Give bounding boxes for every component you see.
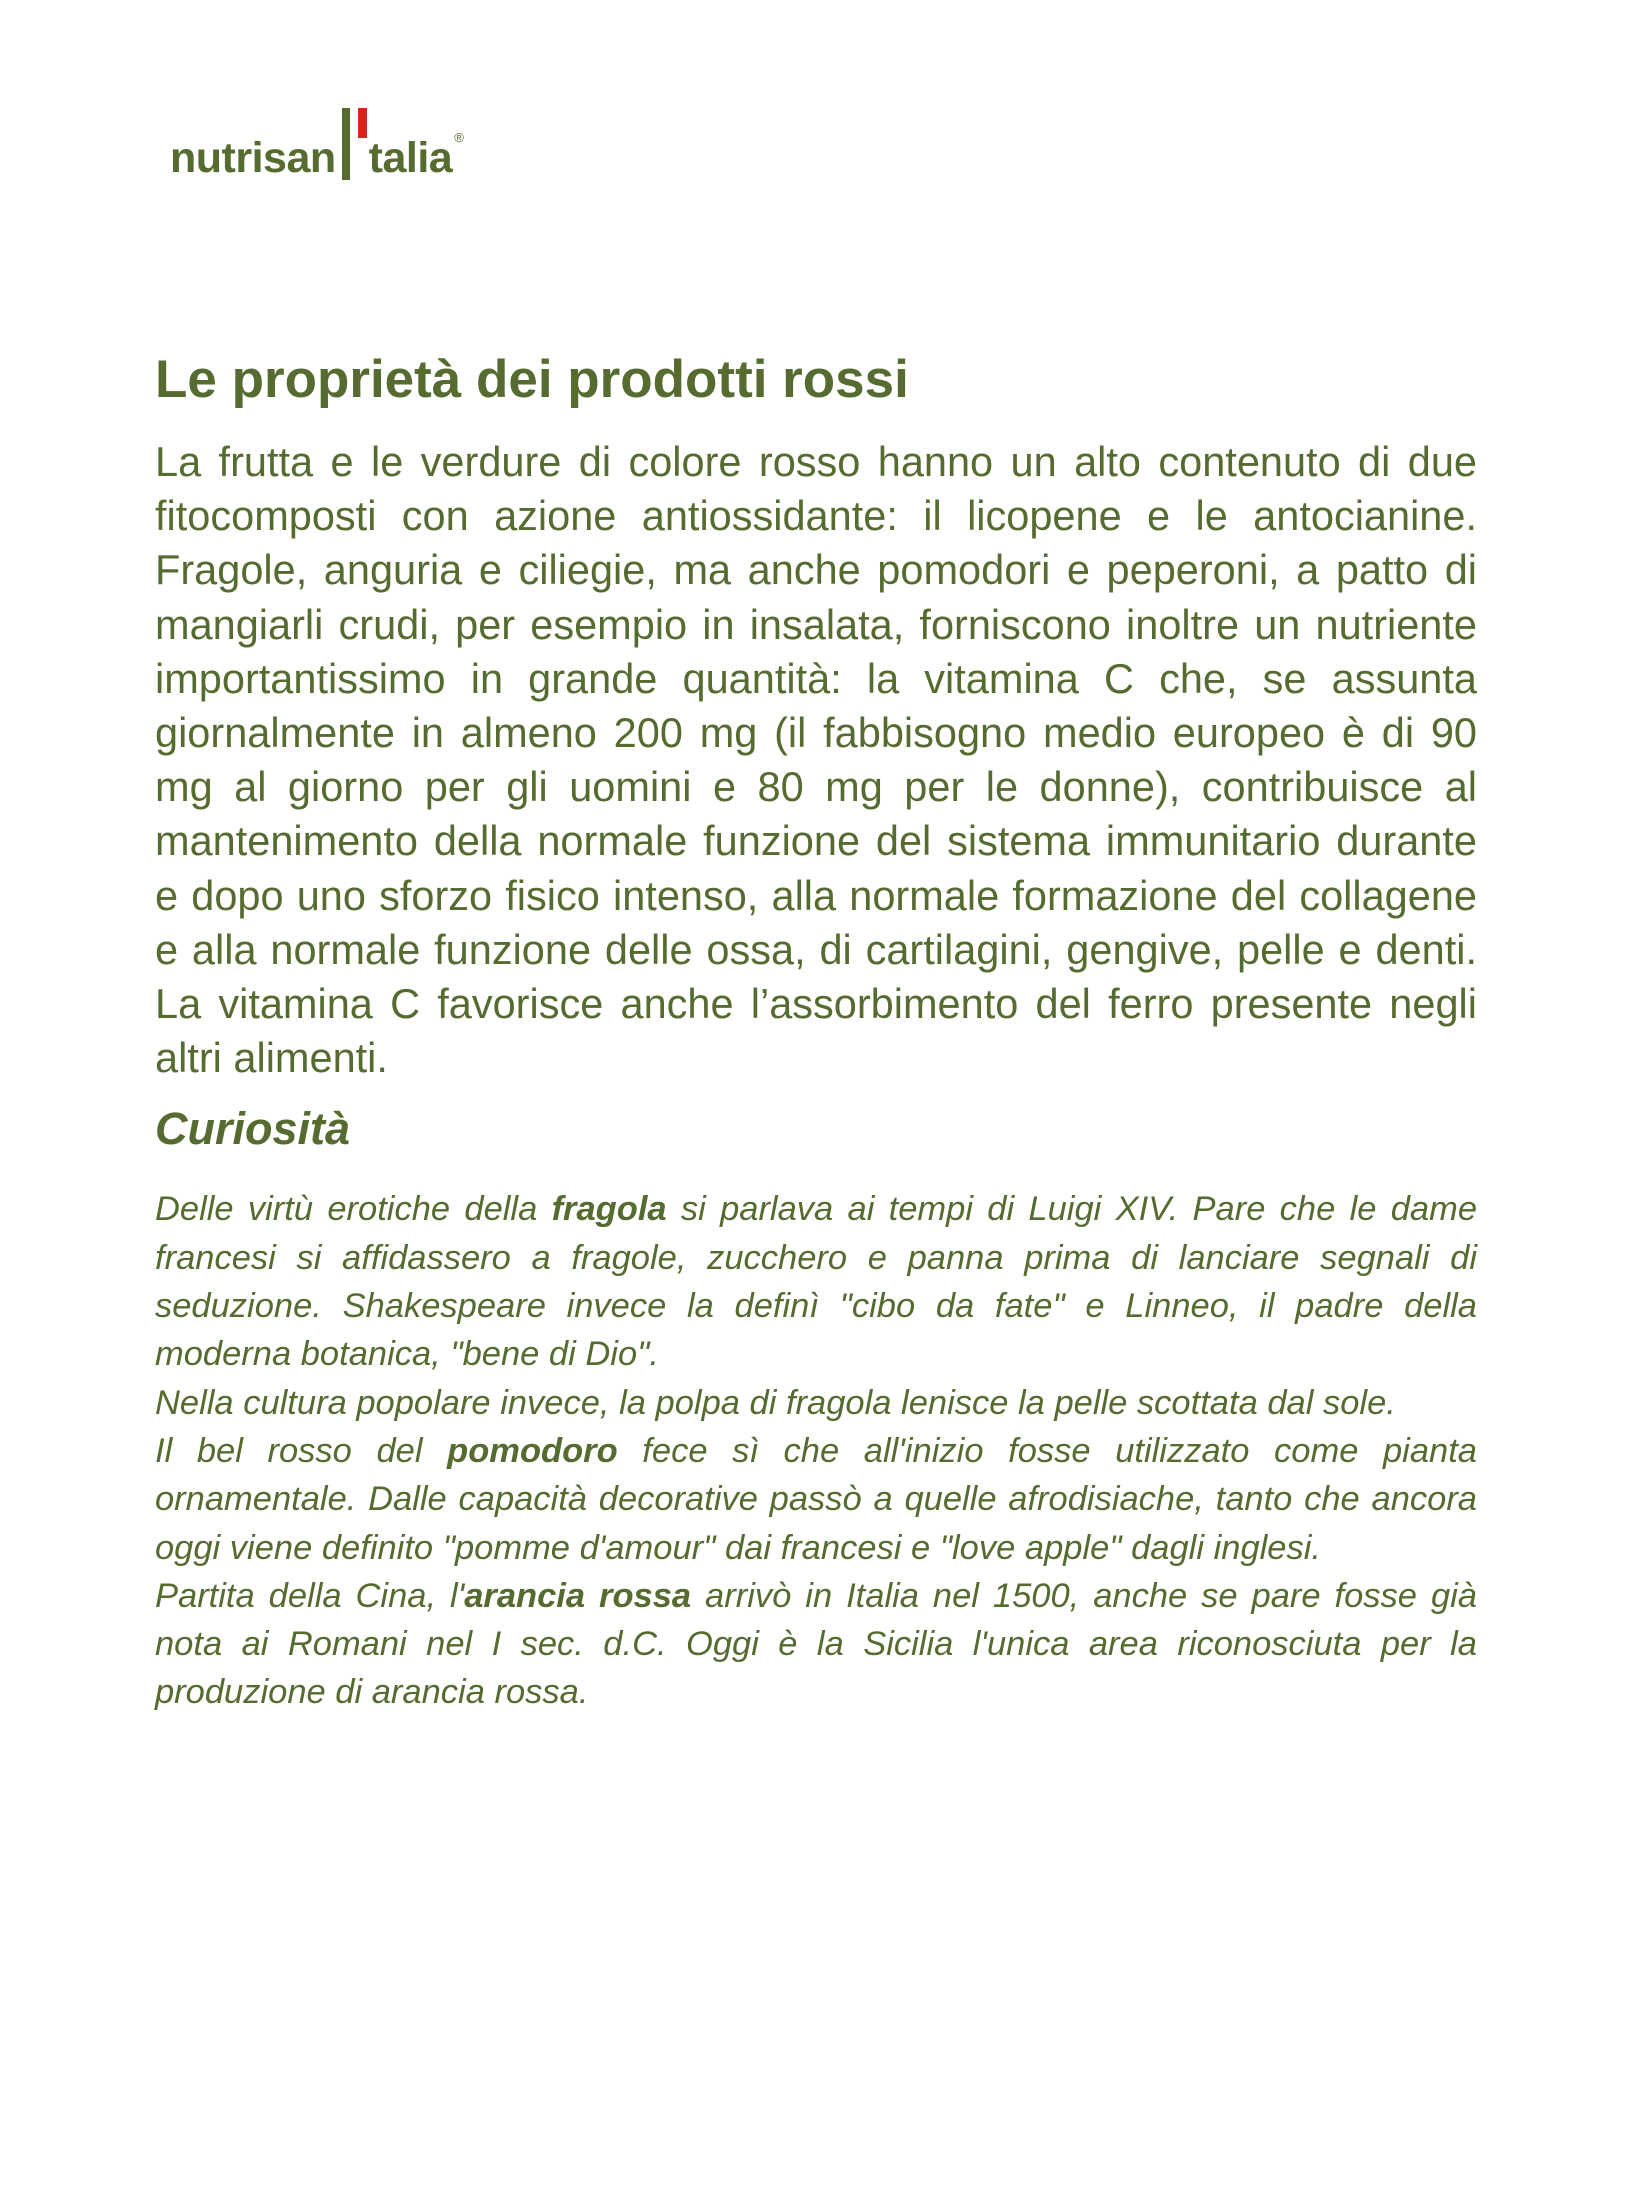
document-content — [155, 345, 1477, 1717]
curiosita-heading: Curiosità — [155, 1103, 351, 1155]
registered-mark: ® — [454, 130, 464, 145]
curiosita-paragraph-fragola: Delle virtù erotiche della fragola si parlava ai tempi di Luigi XIV. Pare che le dame francesi si affidassero a fragole, zucchero e panna prima di lanciare segnali di seduzione. Shakespeare invece la definì "cibo da fate" e Linneo, il padre della moderna botanica, "bene di Dio". — [155, 1190, 1478, 1374]
page-title: Le proprietà dei prodotti rossi — [155, 350, 909, 409]
curiosita-paragraph-pomodoro: Il bel rosso del pomodoro fece sì che all'inizio fosse utilizzato come pianta ornamentale. Dalle capacità decorative passò a quelle afrodisiache, tanto che ancora oggi viene definito "pomme d'amour" dai francesi e "love apple" dagli inglesi. — [155, 1431, 1477, 1567]
curiosita-section — [155, 1185, 1477, 1716]
curiosita-paragraph-arancia: Partita della Cina, l'arancia rossa arrivò in Italia nel 1500, anche se pare fosse già nota ai Romani nel I sec. d.C. Oggi è la Sicilia l'unica area riconosciuta per la produzione di arancia rossa. — [155, 1576, 1477, 1712]
italian-flag-icon — [342, 108, 367, 180]
highlight-fragola: fragola — [551, 1190, 667, 1229]
logo-text-right: talia — [368, 134, 453, 182]
highlight-pomodoro: pomodoro — [447, 1431, 618, 1470]
main-paragraph: La frutta e le verdure di colore rosso hanno un alto contenuto di due fitocomposti con azione antiossidante: il licopene e le antocianine. Fragole, anguria e ciliegie, ma anche pomodori e peperoni, a patto di mangiarli crudi, per esempio in insalata, forniscono inoltre un nutriente importantissimo in grande quantità: la vitamina C che, se assunta giornalmente in almeno 200 mg (il fabbisogno medio europeo è di 90 mg al giorno per gli uomini e 80 mg per le donne), contribuisce al mantenimento della normale funzione del sistema immunitario durante e dopo uno sforzo fisico intenso, alla normale formazione del collagene e alla normale funzione delle ossa, di cartilagini, gengive, pelle e denti. La vitamina C favorisce anche l’assorbimento del ferro presente negli altri alimenti. — [155, 438, 1477, 1082]
highlight-arancia-rossa: arancia rossa — [464, 1576, 692, 1615]
logo-text-left: nutrisan — [170, 134, 336, 182]
curiosita-paragraph-cultura: Nella cultura popolare invece, la polpa di fragola lenisce la pelle scottata dal sole. — [155, 1383, 1396, 1422]
nutrisan-italia-logo — [170, 100, 464, 180]
